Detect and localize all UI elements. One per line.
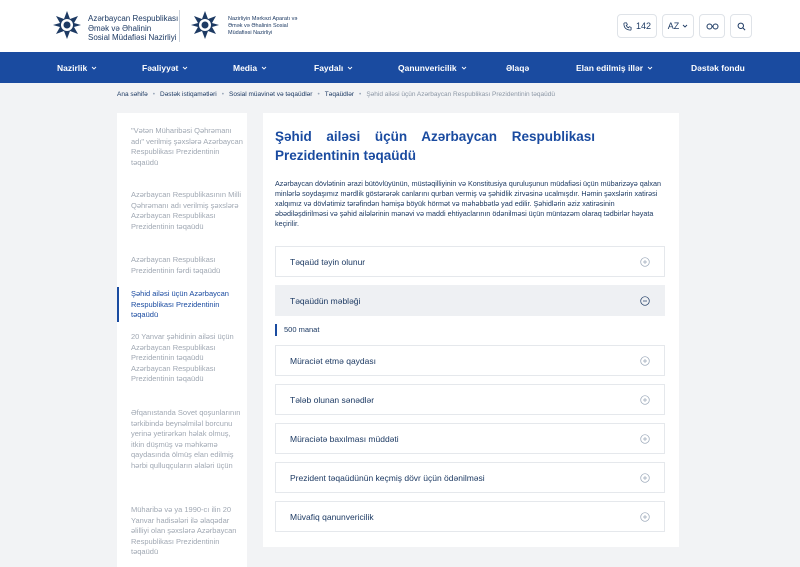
nav-item-destek-fondu[interactable] bbox=[691, 52, 745, 83]
glasses-icon bbox=[706, 22, 719, 30]
accordion-item-muraciet-qaydasi[interactable] bbox=[275, 345, 665, 376]
plus-circle-icon bbox=[640, 512, 650, 522]
nav-label: Qanunvericilik bbox=[398, 62, 457, 73]
accordion-label: Prezident təqaüdünün keçmiş dövr üçün ödənilməsi bbox=[290, 472, 485, 483]
nav-item-elaqe[interactable] bbox=[506, 52, 529, 83]
chevron-down-icon bbox=[682, 23, 688, 29]
chevron-down-icon bbox=[461, 65, 467, 71]
sidebar-menu bbox=[117, 113, 247, 567]
nav-label: Elan edilmiş illər bbox=[576, 62, 644, 73]
nav-item-elan-edilmis-iller[interactable] bbox=[576, 52, 653, 83]
accordion-item-qanunvericilik[interactable] bbox=[275, 501, 665, 532]
plus-circle-icon bbox=[640, 434, 650, 444]
main-nav bbox=[0, 52, 800, 83]
main-content bbox=[263, 113, 679, 547]
page-title-line: Prezidentinin təqaüdü bbox=[275, 148, 417, 163]
chevron-down-icon bbox=[261, 65, 267, 71]
accordion-item-kecmis-dovr[interactable] bbox=[275, 462, 665, 493]
nav-label: Dəstək fondu bbox=[691, 62, 745, 73]
nav-label: Faydalı bbox=[314, 62, 344, 73]
sidebar-item-ferdi-teqaud[interactable]: Azərbaycan Respublikası Prezidentinin fərdi təqaüdü bbox=[131, 255, 221, 275]
nav-label: Fəaliyyət bbox=[142, 62, 179, 73]
sidebar-item-efqanistan[interactable]: Əfqanıstanda Sovet qoşunlarının tərkibində beynəlmiləl borcunu yerinə yetirərkən həlak olmuş, itkin düşmüş və məhkəmə qaydasında ölmüş elan edilmiş hərbi qulluqçuların əlaləri üçün bbox=[131, 408, 241, 470]
breadcrumb-separator: • bbox=[221, 90, 224, 98]
agency-name: Nazirliyin Mərkəzi Aparatı və Əmək və Əhalinin Sosial Müdafiəsi Nazirliyi bbox=[228, 16, 298, 36]
language-label: AZ bbox=[667, 21, 680, 31]
plus-circle-icon bbox=[640, 473, 650, 483]
sidebar-item-20-yanvar[interactable]: 20 Yanvar şəhidinin ailəsi üçün Azərbaycan Respublikası Prezidentinin təqaüdü Azərbaycan Respublikası Prezidentinin təqaüdü bbox=[131, 332, 234, 383]
minus-circle-icon bbox=[640, 296, 650, 306]
sidebar-active-indicator bbox=[117, 287, 119, 322]
nav-label: Media bbox=[233, 62, 258, 73]
nav-item-fealiyyet[interactable] bbox=[142, 52, 188, 83]
nav-label: Nazirlik bbox=[57, 62, 88, 73]
breadcrumb-separator: • bbox=[359, 90, 362, 98]
search-icon bbox=[737, 22, 746, 31]
plus-circle-icon bbox=[640, 257, 650, 267]
nav-item-media[interactable] bbox=[233, 52, 267, 83]
accordion-label: Təqaüdün məbləği bbox=[290, 295, 361, 306]
chevron-down-icon bbox=[647, 65, 653, 71]
site-header bbox=[0, 0, 800, 52]
agency-logo-icon bbox=[190, 10, 220, 40]
accordion-item-mebleg[interactable] bbox=[275, 285, 665, 316]
language-selector[interactable] bbox=[662, 14, 694, 38]
accessibility-button[interactable] bbox=[699, 14, 725, 38]
sidebar-item-muharibe-elilliyi[interactable]: Müharibə və ya 1990-cı ilin 20 Yanvar hadisələri ilə əlaqədar əlilliyi olan şəxslərə Azərbaycan Respublikası Prezidentinin təqaüdü bbox=[131, 505, 237, 556]
phone-icon bbox=[623, 22, 632, 31]
breadcrumb-link-home[interactable]: Ana səhifə bbox=[117, 90, 148, 98]
accordion-label: Təqaüd təyin olunur bbox=[290, 256, 366, 267]
breadcrumb bbox=[117, 89, 555, 99]
plus-circle-icon bbox=[640, 356, 650, 366]
ministry-logo-icon[interactable] bbox=[52, 10, 82, 40]
breadcrumb-separator: • bbox=[317, 90, 320, 98]
breadcrumb-current: Şəhid ailəsi üçün Azərbaycan Respublikası Prezidentinin təqaüdü bbox=[366, 90, 555, 98]
chevron-down-icon bbox=[182, 65, 188, 71]
sidebar-item-veten-muharibesi[interactable]: "Vətən Müharibəsi Qəhrəmanı adı" verilmiş şəxslərə Azərbaycan Respublikası Prezidentinin təqaüdü bbox=[131, 126, 243, 167]
nav-item-faydali[interactable] bbox=[314, 52, 353, 83]
page-title bbox=[275, 127, 595, 165]
page-description: Azərbaycan dövlətinin ərazi bütövlüyünün, müstəqilliyinin və Konstitusiya quruluşunun müdafiəsi üçün mübarizəyə qalxan minlərlə soydaşımız mərdlik göstərərək canlarını qurban vermiş və şəhidlik zirvəsinə ucalmışdır. Həmin şəxslərin xatirəsi xalqımız və dövlətimiz tərəfindən həmişə böyük hörmət və məhəbbətlə yad edilir. Şəhidlərin əziz xatirəsinin əbədiləşdirilməsi və şəhid ailələrinin mənəvi və maddi ehtiyaclarının ödənilməsi üçün müntəzəm olaraq tədbirlər həyata keçirilir. bbox=[275, 179, 661, 228]
accordion-label: Müraciət etmə qaydası bbox=[290, 355, 376, 366]
accordion-label: Tələb olunan sənədlər bbox=[290, 394, 375, 405]
nav-label: Əlaqə bbox=[506, 62, 530, 73]
nav-item-nazirlik[interactable] bbox=[57, 52, 97, 83]
chevron-down-icon bbox=[347, 65, 353, 71]
sidebar-item-sehid-ailesi[interactable]: Şəhid ailəsi üçün Azərbaycan Respublikası Prezidentinin təqaüdü bbox=[131, 289, 229, 319]
accordion-label: Müraciətə baxılması müddəti bbox=[290, 433, 399, 444]
breadcrumb-link-pensions[interactable]: Təqaüdlər bbox=[324, 90, 355, 98]
breadcrumb-link-support[interactable]: Dəstək istiqamətləri bbox=[160, 90, 217, 98]
chevron-down-icon bbox=[91, 65, 97, 71]
accordion-label: Müvafiq qanunvericilik bbox=[290, 511, 374, 522]
search-button[interactable] bbox=[730, 14, 752, 38]
page-title-line: Şəhid ailəsi üçün Azərbaycan Respublikası bbox=[275, 129, 595, 144]
ministry-name[interactable]: Azərbaycan Respublikası Əmək və Əhalinin Sosial Müdafiəsi Nazirliyi bbox=[88, 14, 179, 42]
breadcrumb-separator: • bbox=[152, 90, 155, 98]
plus-circle-icon bbox=[640, 395, 650, 405]
accordion-content-mebleg: 500 manat bbox=[275, 324, 319, 336]
breadcrumb-link-benefits[interactable]: Sosial müavinət və təqaüdlər bbox=[229, 90, 313, 98]
hotline-button[interactable] bbox=[617, 14, 657, 38]
accordion-item-baxilmasi-muddeti[interactable] bbox=[275, 423, 665, 454]
accordion-item-teyin-olunur[interactable] bbox=[275, 246, 665, 277]
logo-divider bbox=[179, 10, 180, 42]
accordion-item-teleb-olunan-senedler[interactable] bbox=[275, 384, 665, 415]
hotline-number: 142 bbox=[635, 21, 652, 31]
nav-item-qanunvericilik[interactable] bbox=[398, 52, 467, 83]
sidebar-item-milli-qehreman[interactable]: Azərbaycan Respublikasının Milli Qəhrəmanı adı verilmiş şəxslərə Azərbaycan Respublikası Prezidentinin təqaüdü bbox=[131, 190, 242, 231]
